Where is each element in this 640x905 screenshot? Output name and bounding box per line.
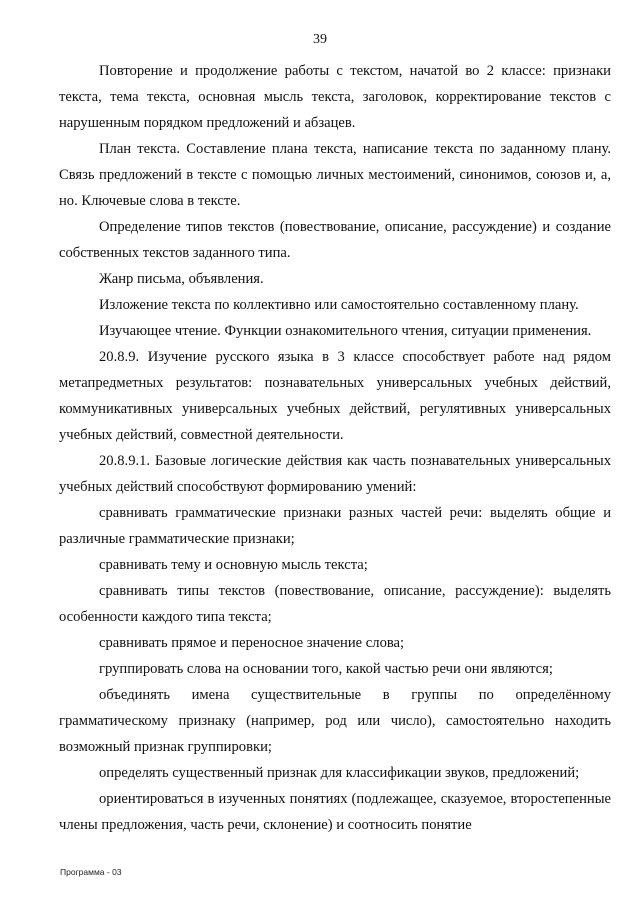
paragraph-text-review: Повторение и продолжение работы с текстом, начатой во 2 классе: признаки текста, тема текста, основная мысль текста, заголовок, корректирование текстов с нарушенным порядком предложений и абзацев. [59, 63, 611, 131]
footer-label: Программа - 03 [60, 867, 122, 877]
list-item: объединять имена существительные в группы по определённому грамматическому признаку (например, род или число), самостоятельно находить возможный признак группировки; [59, 687, 611, 755]
document-body [59, 58, 611, 838]
list-item: группировать слова на основании того, какой частью речи они являются; [99, 661, 553, 677]
paragraph-text-types: Определение типов текстов (повествование, описание, рассуждение) и создание собственных текстов заданного типа. [59, 219, 611, 261]
list-item: сравнивать тему и основную мысль текста; [99, 557, 368, 573]
list-item: определять существенный признак для классификации звуков, предложений; [99, 765, 580, 781]
list-item: ориентироваться в изученных понятиях (подлежащее, сказуемое, второстепенные члены предложения, часть речи, склонение) и соотносить понятие [59, 791, 611, 833]
paragraph-summary: Изложение текста по коллективно или самостоятельно составленному плану. [99, 297, 579, 313]
page-number: 39 [313, 32, 327, 47]
paragraph-genre: Жанр письма, объявления. [99, 271, 264, 287]
paragraph-text-plan: План текста. Составление плана текста, написание текста по заданному плану. Связь предложений в тексте с помощью личных местоимений, синонимов, союзов и, а, но. Ключевые слова в тексте. [59, 141, 611, 209]
paragraph-reading: Изучающее чтение. Функции ознакомительного чтения, ситуации применения. [99, 323, 592, 339]
list-item: сравнивать прямое и переносное значение слова; [99, 635, 405, 651]
paragraph-section-20-8-9: 20.8.9. Изучение русского языка в 3 классе способствует работе над рядом метапредметных результатов: познавательных универсальных учебных действий, коммуникативных универсальных учебных действий, регулятивных универсальных учебных действий, совместной деятельности. [59, 349, 611, 443]
paragraph-section-20-8-9-1: 20.8.9.1. Базовые логические действия как часть познавательных универсальных учебных действий способствуют формированию умений: [59, 453, 611, 495]
list-item: сравнивать типы текстов (повествование, описание, рассуждение): выделять особенности каждого типа текста; [59, 583, 611, 625]
list-item: сравнивать грамматические признаки разных частей речи: выделять общие и различные грамматические признаки; [59, 505, 611, 547]
